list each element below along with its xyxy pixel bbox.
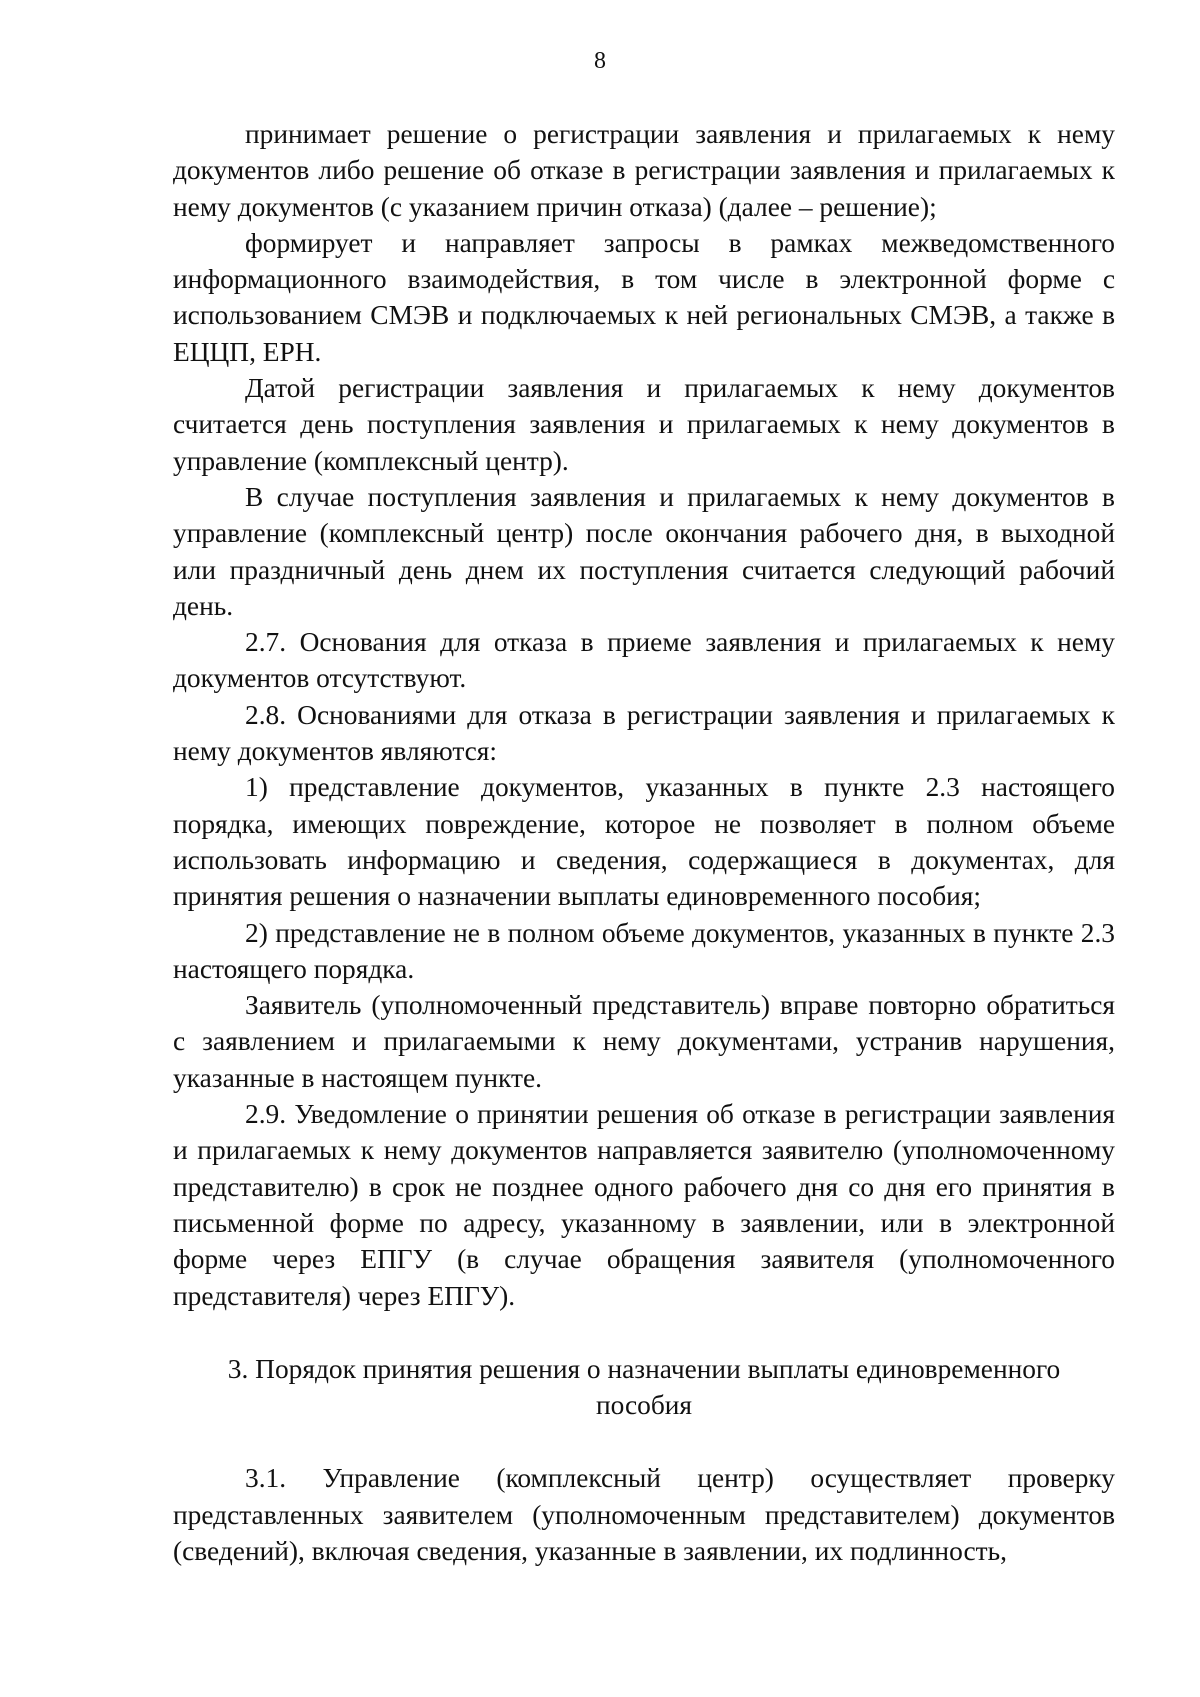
paragraph-reapply: Заявитель (уполномоченный представитель) вправе повторно обратиться с заявлением и прилагаемыми к нему документами, устранив нарушения, указанные в настоящем пункте. [173,990,1115,1093]
paragraph-3-1: 3.1. Управление (комплексный центр) осуществляет проверку представленных заявителем (уполномоченным представителем) документов (сведений), включая сведения, указанные в заявлении, их подлинность, [173,1463,1115,1566]
paragraph-interagency-requests: формирует и направляет запросы в рамках межведомственного информационного взаимодействия, в том числе в электронной форме с использованием СМЭВ и подключаемых к ней региональных СМЭВ, а также в ЕЦЦП, ЕРН. [173,227,1115,367]
paragraph-nonworking-day: В случае поступления заявления и прилагаемых к нему документов в управление (комплексный центр) после окончания рабочего дня, в выходной или праздничный день днем их поступления считается следующий рабочий день. [173,481,1115,621]
paragraph-2-9: 2.9. Уведомление о принятии решения об отказе в регистрации заявления и прилагаемых к нему документов направляется заявителю (уполномоченному представителю) в срок не позднее одного рабочего дня со дня его принятия в письменной форме по адресу, указанному в заявлении, или в электронной форме через ЕПГУ (в случае обращения заявителя (уполномоченного представителя) через ЕПГУ). [173,1099,1115,1311]
page-number: 8 [594,48,606,74]
paragraph-2-8: 2.8. Основаниями для отказа в регистрации заявления и прилагаемых к нему документов являются: [173,699,1115,767]
section-title: 3. Порядок принятия решения о назначении выплаты единовременного пособия [227,1353,1061,1421]
paragraph-2-8-item-2: 2) представление не в полном объеме документов, указанных в пункте 2.3 настоящего порядка. [173,917,1115,984]
paragraph-registration-decision: принимает решение о регистрации заявления и прилагаемых к нему документов либо решение об отказе в регистрации заявления и прилагаемых к нему документов (с указанием причин отказа) (далее – решение); [173,119,1115,222]
paragraph-2-7: 2.7. Основания для отказа в приеме заявления и прилагаемых к нему документов отсутствуют. [173,627,1115,694]
paragraph-2-8-item-1: 1) представление документов, указанных в пункте 2.3 настоящего порядка, имеющих повреждение, которое не позволяет в полном объеме использовать информацию и сведения, содержащиеся в документах, для принятия решения о назначении выплаты единовременного пособия; [173,772,1115,912]
paragraph-registration-date: Датой регистрации заявления и прилагаемых к нему документов считается день поступления заявления и прилагаемых к нему документов в управление (комплексный центр). [173,373,1115,476]
document-body [173,116,1115,1569]
